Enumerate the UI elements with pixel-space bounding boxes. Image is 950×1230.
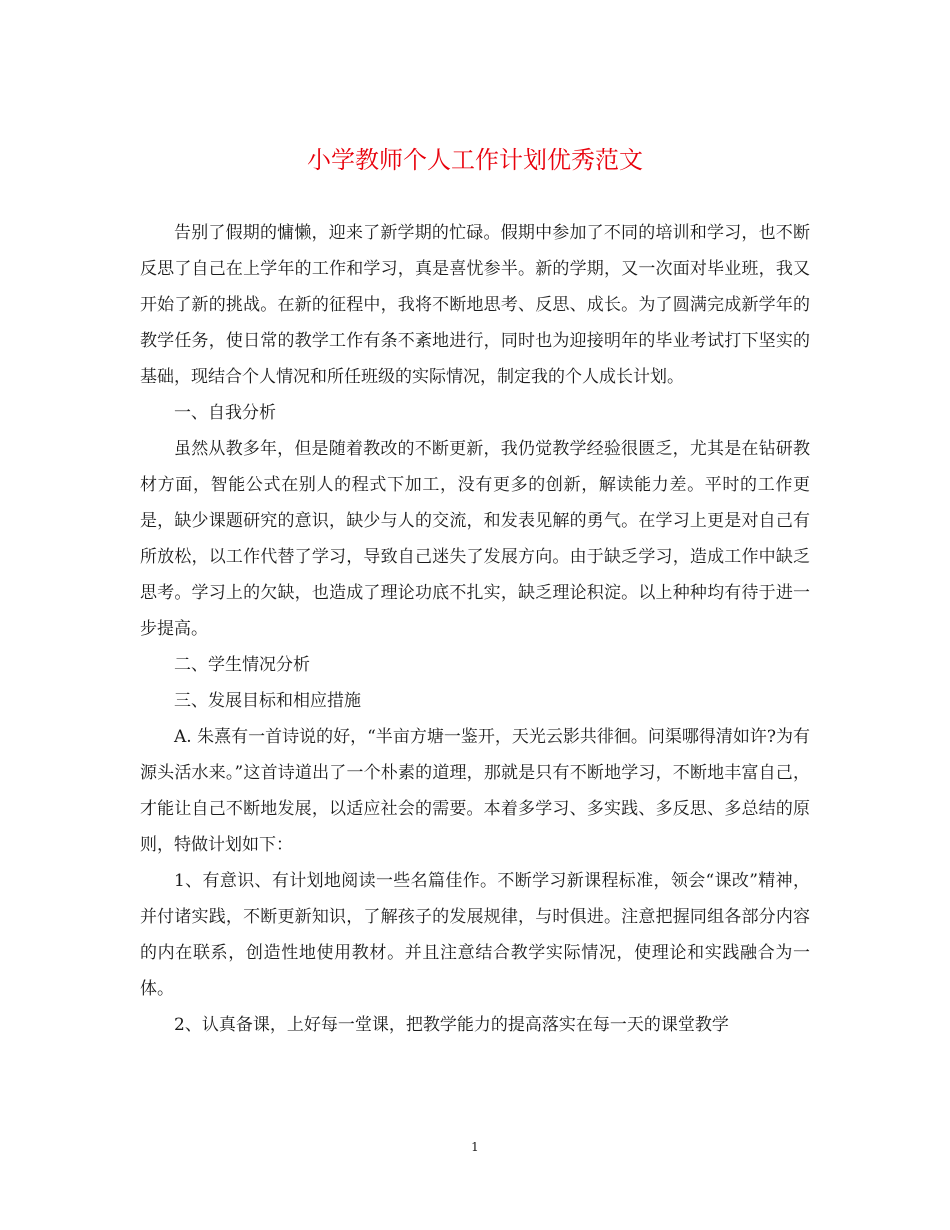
paragraph-goal-2: 2、认真备课，上好每一堂课，把教学能力的提高落实在每一天的课堂教学: [174, 1015, 729, 1035]
section-heading-self-analysis: 一、自我分析: [174, 403, 276, 423]
paragraph-self-analysis: 虽然从教多年，但是随着教改的不断更新，我仍觉教学经验很匮乏，尤其是在钻研教材方面，智能公式在别人的程式下加工，没有更多的创新，解读能力差。平时的工作更是，缺少课题研究的意识，缺少与人的交流，和发表见解的勇气。在学习上更是对自己有所放松，以工作代替了学习，导致自己迷失了发展方向。由于缺乏学习，造成工作中缺乏思考。学习上的欠缺，也造成了理论功底不扎实，缺乏理论积淀。以上种种均有待于进一步提高。: [140, 439, 810, 639]
document-title: 小学教师个人工作计划优秀范文: [307, 146, 643, 174]
document-body: [140, 215, 810, 1043]
page-number: 1: [471, 1140, 479, 1154]
paragraph-intro: 告别了假期的慵懒，迎来了新学期的忙碌。假期中参加了不同的培训和学习，也不断反思了自己在上学年的工作和学习，真是喜忧参半。新的学期，又一次面对毕业班，我又开始了新的挑战。在新的征程中，我将不断地思考、反思、成长。为了圆满完成新学年的教学任务，使日常的教学工作有条不紊地进行，同时也为迎接明年的毕业考试打下坚实的基础，现结合个人情况和所任班级的实际情况，制定我的个人成长计划。: [140, 223, 810, 387]
paragraph-goals-a: A. 朱熹有一首诗说的好，“半亩方塘一鉴开，天光云影共徘徊。问渠哪得清如许?为有源头活水来。”这首诗道出了一个朴素的道理，那就是只有不断地学习，不断地丰富自己，才能让自己不断地发展，以适应社会的需要。本着多学习、多实践、多反思、多总结的原则，特做计划如下：: [140, 727, 810, 855]
section-heading-student-analysis: 二、学生情况分析: [174, 655, 310, 675]
paragraph-goal-1: 1、有意识、有计划地阅读一些名篇佳作。不断学习新课程标准，领会“课改”精神，并付诸实践，不断更新知识，了解孩子的发展规律，与时俱进。注意把握同组各部分内容的内在联系，创造性地使用教材。并且注意结合教学实际情况，使理论和实践融合为一体。: [140, 871, 810, 999]
section-heading-goals: 三、发展目标和相应措施: [174, 691, 361, 711]
